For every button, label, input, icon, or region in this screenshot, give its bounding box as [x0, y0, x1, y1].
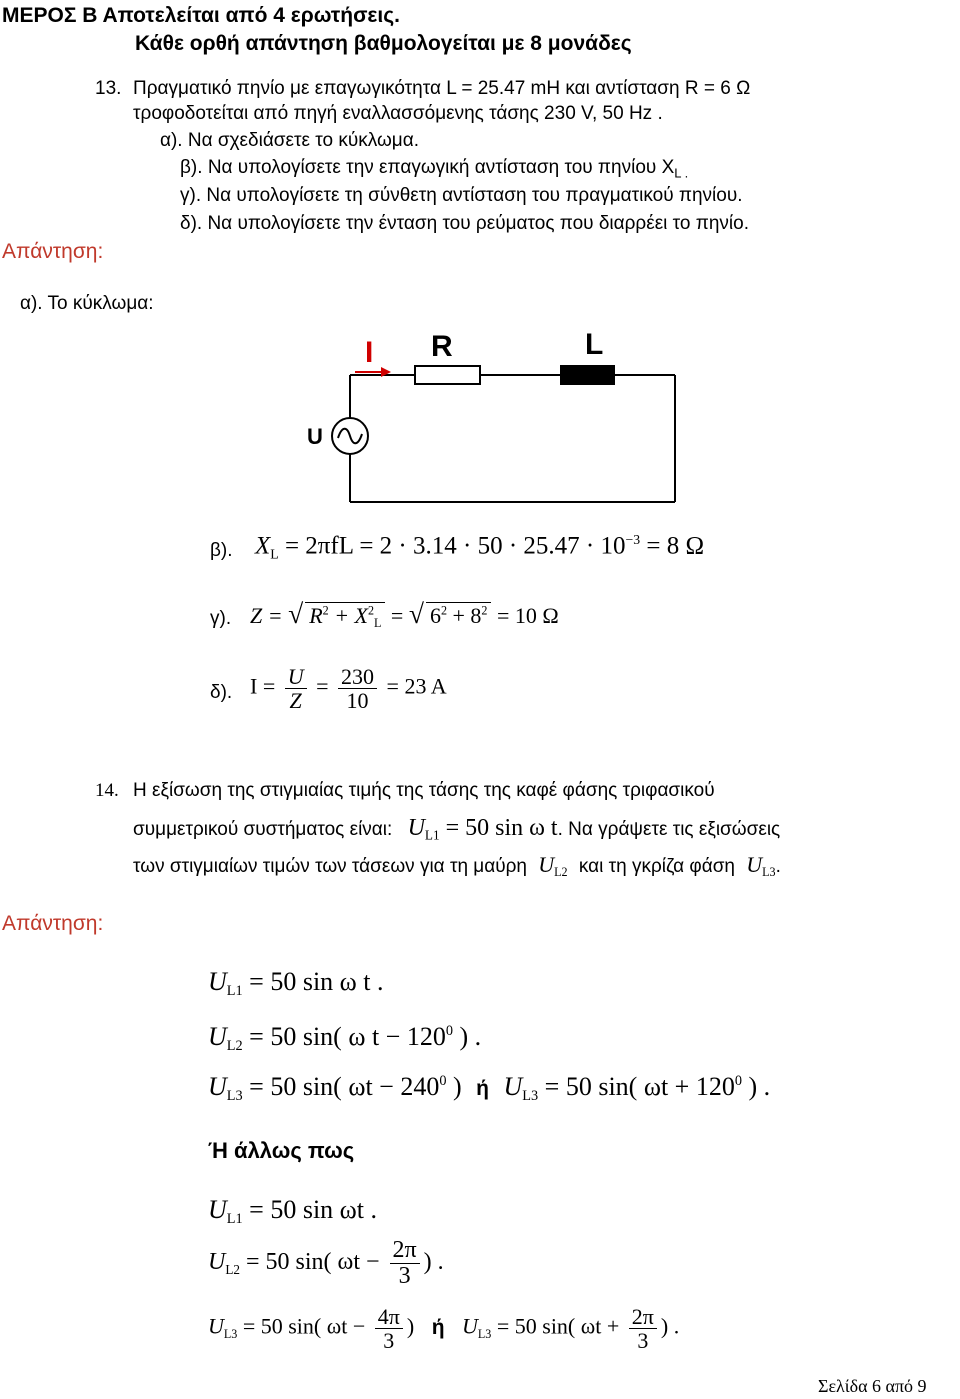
header-line-2: Κάθε ορθή απάντηση βαθμολογείται με 8 μονάδες — [135, 32, 632, 55]
eq-ul2: $U_{L2} = 50$ sin( ω $t - 120^0$ ) . — [208, 1022, 482, 1054]
source-label: U — [307, 424, 323, 449]
eq-ul3: $U_{L3} = 50$ sin( $\omega t - 240^0$ ) ή $U_{L3} = 50$ sin( $\omega t + 120^0$ ) . — [208, 1072, 771, 1104]
circuit-label: α). Το κύκλωμα: — [20, 293, 154, 314]
eq-alt-ul1: $U_{L1} = 50$ sin ωt . — [208, 1195, 378, 1227]
eq-alt-ul3: $U_{L3} = 50$ sin( ωt − $\frac{4\pi}{3}$ ) ή $U_{L3} = 50$ sin( ωt + $\frac{2\pi}{3}$ ) . — [208, 1304, 680, 1354]
eq-alt-ul2: $U_{L2} = 50$ sin( ωt − $\frac{2\pi}{3}$ ) . — [208, 1237, 444, 1290]
q14-line-1: Η εξίσωση της στιγμιαίας τιμής της τάσης της καφέ φάσης τριφασικού — [133, 780, 715, 801]
header-line-1: ΜΕΡΟΣ Β Αποτελείται από 4 ερωτήσεις. — [2, 4, 400, 27]
eq-inductive-reactance: $X_L = 2\pi fL = 2 \cdot 3.14 \cdot 50 \cdot 25.47 \cdot 10^{-3} = 8$ Ω — [255, 532, 705, 562]
resistor-symbol — [415, 366, 480, 384]
q14-answer-label: Απάντηση: — [2, 912, 104, 935]
q13-part-b: β). Να υπολογίσετε την επαγωγική αντίσταση του πηνίου $X_{L .}$ — [180, 157, 689, 181]
page-number: Σελίδα 6 από 9 — [818, 1376, 927, 1396]
q13-number: 13. — [95, 78, 122, 99]
q14-number: 14. — [95, 780, 119, 801]
eq-ul1: $U_{L1} = 50$ sin ω t . — [208, 967, 384, 999]
q13-line-2: τροφοδοτείται από πηγή εναλλασσόμενης τάσης 230 V, 50 Hz . — [133, 103, 663, 124]
circuit-diagram — [295, 320, 690, 510]
q13-part-a: α). Να σχεδιάσετε το κύκλωμα. — [160, 130, 419, 151]
q13-part-c: γ). Να υπολογίσετε τη σύνθετη αντίσταση του πραγματικού πηνίου. — [180, 185, 743, 206]
inductor-symbol — [560, 365, 615, 385]
eq-impedance: Z = √ $R^2 + X^2_L$ = √ $6^2 + 8^2 = 10$ Ω — [250, 598, 559, 631]
resistor-label: R — [431, 330, 453, 363]
q13-c-label: γ). — [210, 608, 232, 629]
q13-part-d: δ). Να υπολογίσετε την ένταση του ρεύματος που διαρρέει το πηνίο. — [180, 213, 749, 234]
q13-line-1: Πραγματικό πηνίο με επαγωγικότητα L = 25.47 mH και αντίσταση R = 6 Ω — [133, 78, 751, 99]
q14-line-2: συμμετρικού συστήματος είναι: $U_{L1} = 50$ sin ω t. Να γράψετε τις εξισώσεις — [133, 815, 781, 843]
q14-line-3: των στιγμιαίων τιμών των τάσεων για τη μαύρη $U_{L2}$ και τη γκρίζα φάση $U_{L3}$. — [133, 852, 781, 880]
alt-label: Ή άλλως πως — [208, 1138, 355, 1163]
current-label: I — [365, 336, 374, 369]
eq-current: I = $\frac{U}{Z}$ = $\frac{230}{10}$ = 23 A — [250, 664, 447, 714]
q13-answer-label: Απάντηση: — [2, 240, 104, 263]
inductor-label: L — [585, 328, 604, 361]
q13-d-label: δ). — [210, 682, 233, 703]
q13-b-label: β). — [210, 540, 233, 561]
